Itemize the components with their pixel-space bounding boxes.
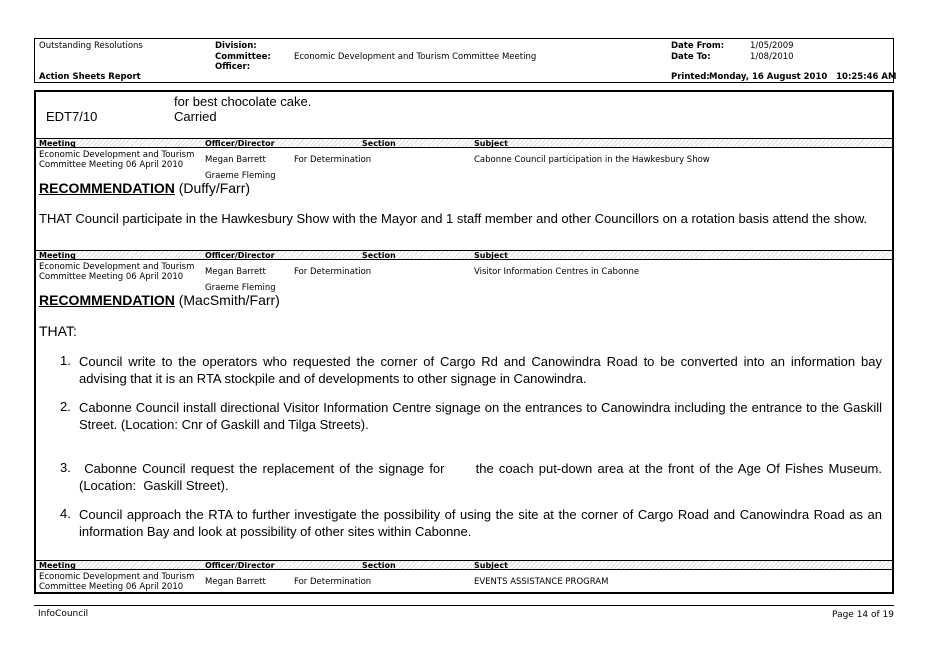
report-title: Action Sheets Report [39, 72, 141, 82]
resolution-text: THAT Council participate in the Hawkesbury Show with the Mayor and 1 staff member and other Councillors on a rotation basis attend the show. [39, 211, 868, 226]
table-header-row [36, 560, 892, 570]
officer-header: Officer/Director [205, 139, 275, 148]
section-value: For Determination [294, 577, 372, 587]
section-value: For Determination [294, 267, 372, 277]
date-from-value: 1/05/2009 [750, 41, 794, 51]
date-to-label: Date To: [671, 52, 711, 62]
recommendation-label: RECOMMENDATION [39, 292, 175, 308]
meeting-line2: Committee Meeting 06 April 2010 [39, 272, 184, 282]
officer-name: Megan Barrett [205, 577, 266, 587]
item-code: EDT7/10 [46, 109, 98, 124]
subject-value: Visitor Information Centres in Cabonne [474, 267, 640, 277]
list-item: Cabonne Council install directional Visitor Information Centre signage on the entrances to Canowindra including the entrance to the Gaskill Street. (Location: Cnr of Gaskill and Tilga Streets). [79, 400, 882, 432]
subject-header: Subject [474, 139, 508, 148]
officer-header: Officer/Director [205, 561, 275, 570]
date-from-label: Date From: [671, 41, 725, 51]
meeting-header: Meeting [39, 561, 76, 570]
subject-header: Subject [474, 561, 508, 570]
meeting-line2: Committee Meeting 06 April 2010 [39, 582, 184, 592]
printed-value: Monday, 16 August 2010 10:25:46 AM [709, 72, 897, 82]
list-item: Council write to the operators who requested the corner of Cargo Rd and Canowindra Road to be converted into an information bay advising that it is an RTA stockpile and of developments to other signage in Canowindra. [79, 354, 882, 386]
page-number: Page 14 of 19 [832, 610, 894, 620]
officer-name: Megan Barrett [205, 155, 266, 165]
list-item: Cabonne Council request the replacement of the signage for the coach put-down area at the front of the Age Of Fishes Museum. (Location: Gaskill Street). [79, 461, 886, 493]
section-value: For Determination [294, 155, 372, 165]
recommendation-heading [39, 292, 280, 308]
director-name: Graeme Fleming [205, 171, 276, 181]
officer-name: Megan Barrett [205, 267, 266, 277]
meeting-line1: Economic Development and Tourism [39, 262, 195, 272]
subject-value: Cabonne Council participation in the Hawkesbury Show [474, 155, 710, 165]
subject-header: Subject [474, 251, 508, 260]
recommendation-movers: (MacSmith/Farr) [174, 292, 280, 308]
meeting-line2: Committee Meeting 06 April 2010 [39, 160, 184, 170]
section-header: Section [362, 561, 396, 570]
division-label: Division: [215, 41, 257, 51]
committee-value: Economic Development and Tourism Committee Meeting [294, 52, 537, 62]
section-header: Section [362, 139, 396, 148]
meeting-header: Meeting [39, 139, 76, 148]
list-number: 1. [60, 353, 71, 368]
continuation-text: for best chocolate cake. [174, 94, 312, 109]
officer-label: Officer: [215, 62, 251, 72]
that-label: THAT: [39, 323, 77, 339]
table-header-row [36, 138, 892, 148]
recommendation-movers: (Duffy/Farr) [174, 180, 251, 196]
outstanding-resolutions-label: Outstanding Resolutions [39, 41, 143, 51]
meeting-line1: Economic Development and Tourism [39, 150, 195, 160]
committee-label: Committee: [215, 52, 271, 62]
section-header: Section [362, 251, 396, 260]
footer-divider [34, 605, 894, 606]
subject-value: EVENTS ASSISTANCE PROGRAM [474, 577, 609, 587]
list-item: Council approach the RTA to further investigate the possibility of using the site at the corner of Cargo Road and Canowindra Road as an information Bay and look at possibility of other sites within Cabonne. [79, 507, 882, 539]
meeting-line1: Economic Development and Tourism [39, 572, 195, 582]
table-header-row [36, 250, 892, 260]
recommendation-label: RECOMMENDATION [39, 180, 175, 196]
action-sheet-body [34, 90, 894, 594]
item-status: Carried [174, 109, 217, 124]
report-header [34, 38, 897, 83]
list-number: 4. [60, 506, 71, 521]
printed-label: Printed: [671, 72, 710, 82]
date-to-value: 1/08/2010 [750, 52, 794, 62]
director-name: Graeme Fleming [205, 283, 276, 293]
list-number: 3. [60, 460, 71, 475]
footer-app-name: InfoCouncil [38, 609, 89, 619]
officer-header: Officer/Director [205, 251, 275, 260]
meeting-header: Meeting [39, 251, 76, 260]
list-number: 2. [60, 399, 71, 414]
recommendation-heading [39, 180, 250, 196]
